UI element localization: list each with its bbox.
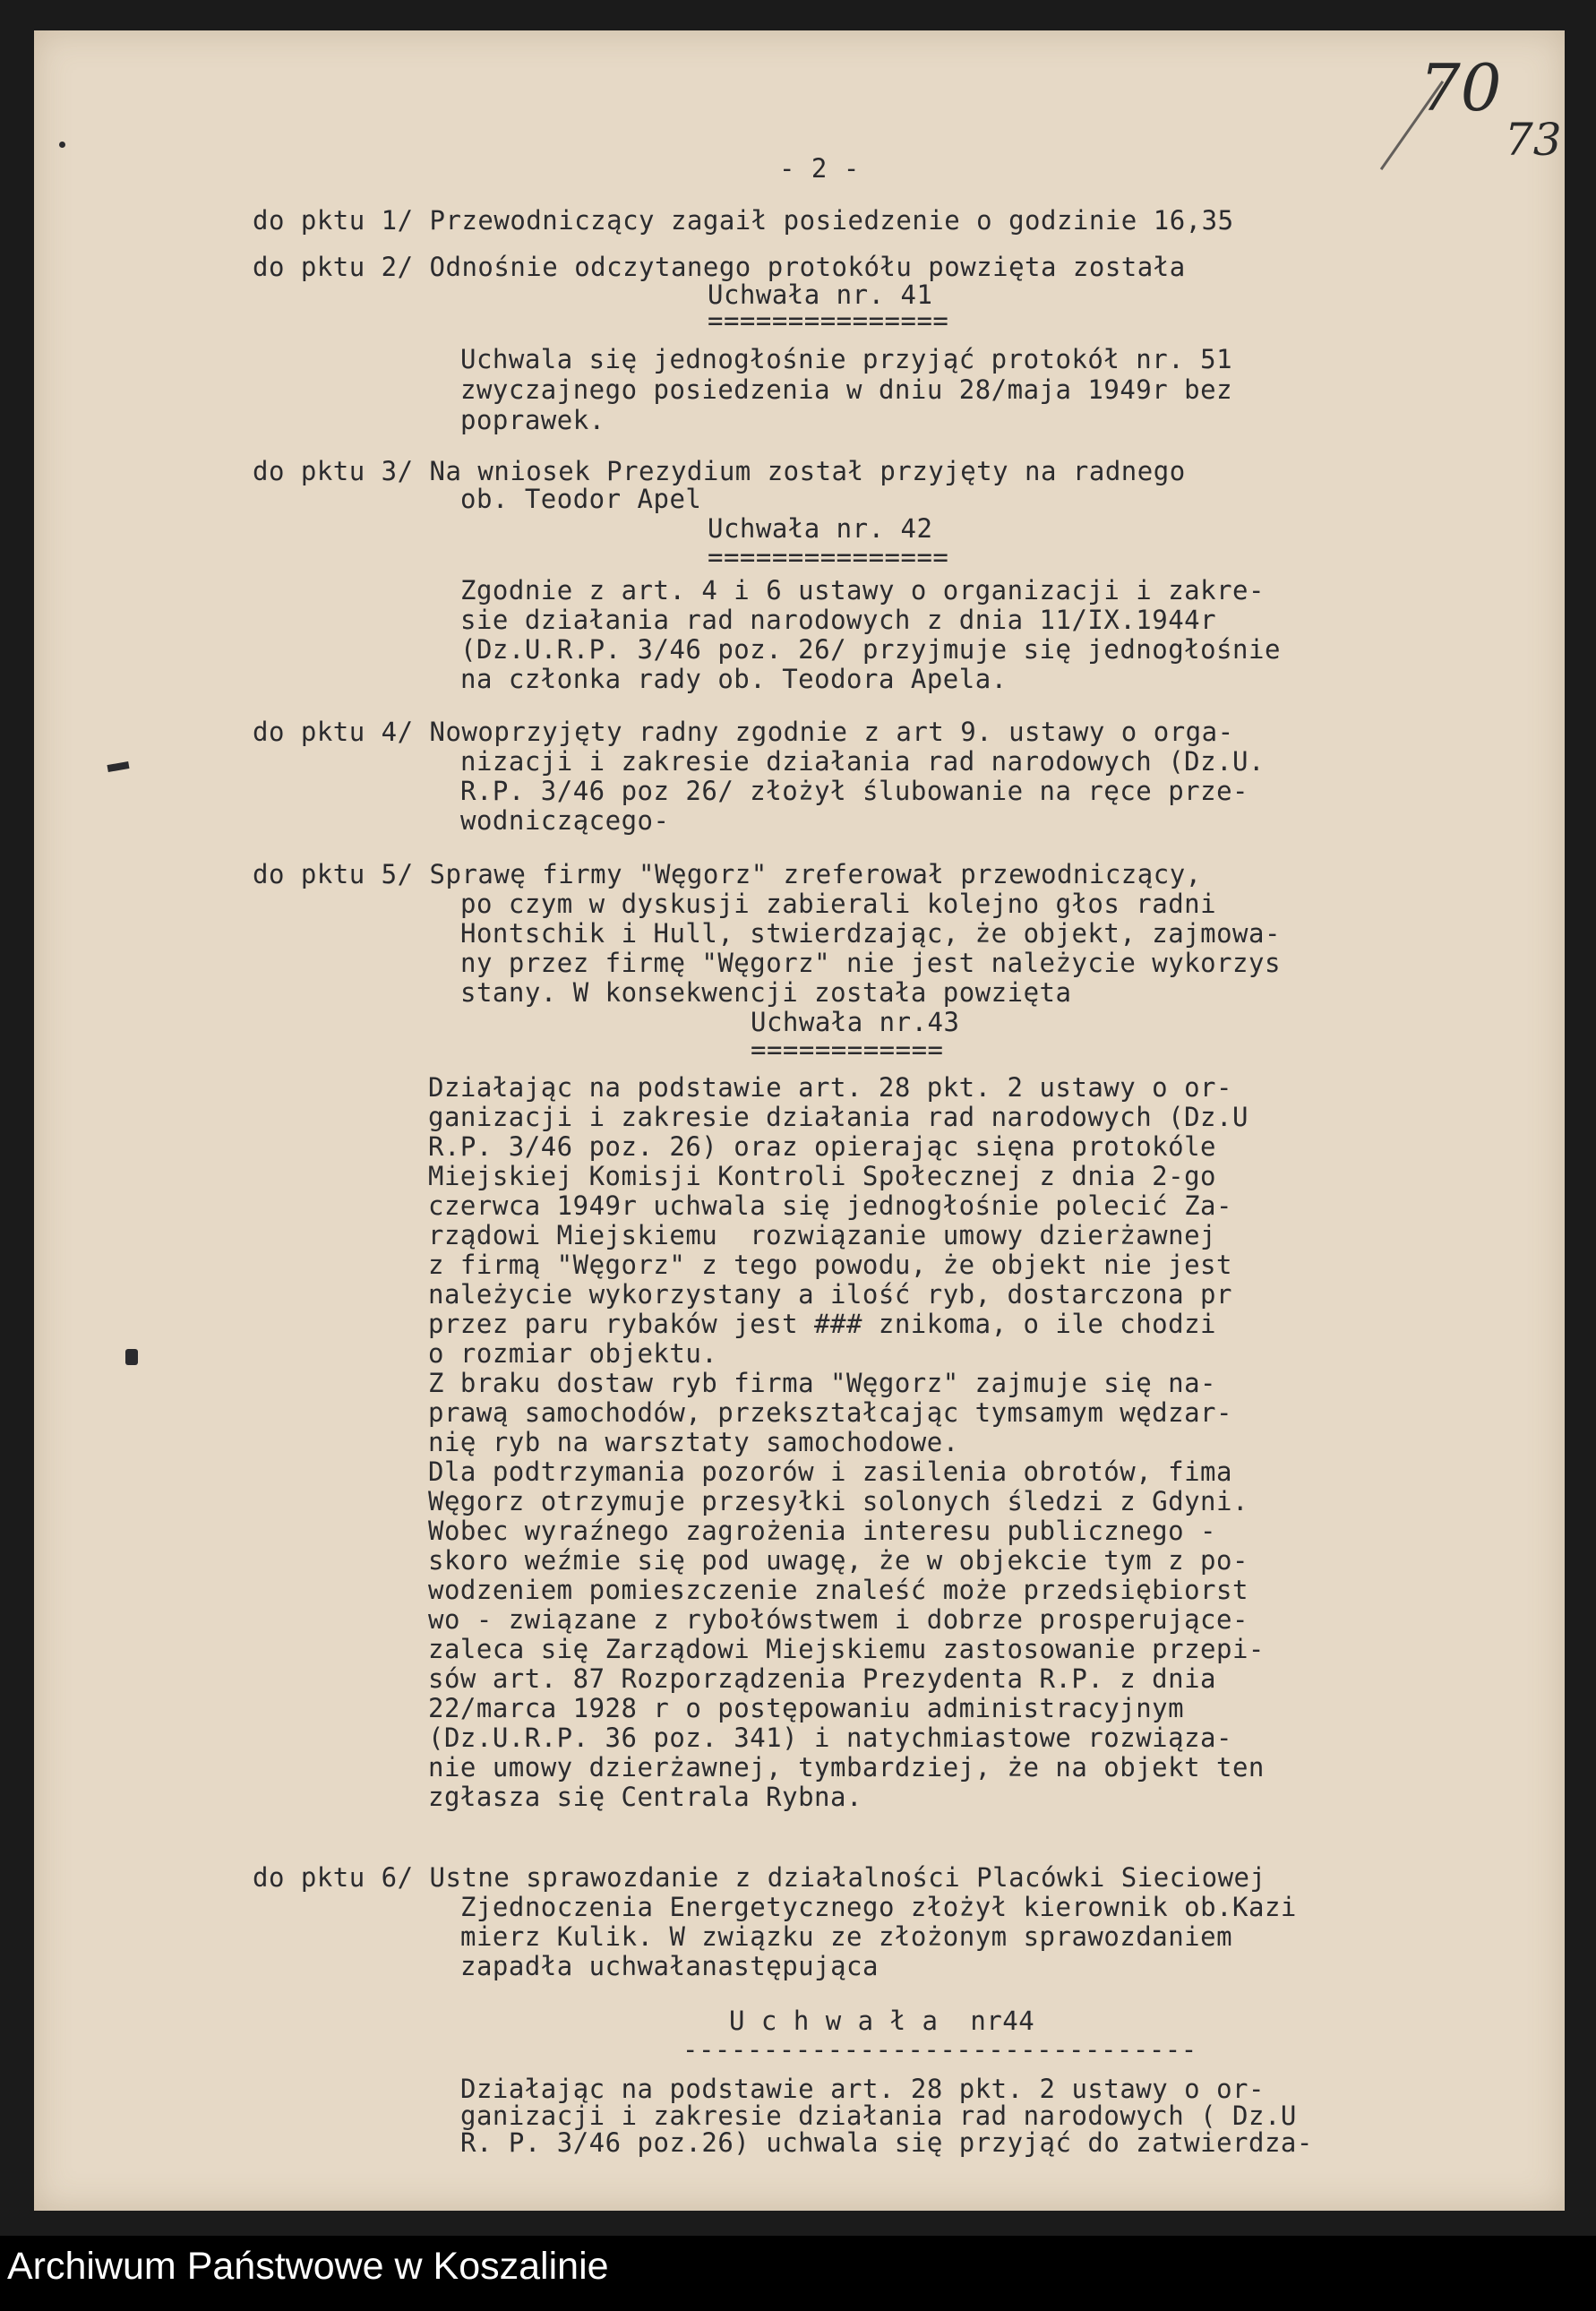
doc-line: zgłasza się Centrala Rybna. — [428, 1782, 862, 1812]
doc-line: do pktu 6/ Ustne sprawozdanie z działalności Placówki Sieciowej — [253, 1862, 1266, 1893]
archive-caption: Archiwum Państwowe w Koszalinie — [7, 2245, 609, 2288]
doc-line: R.P. 3/46 poz 26/ złożył ślubowanie na ręce prze- — [460, 776, 1249, 806]
doc-line: sów art. 87 Rozporządzenia Prezydenta R.P. z dnia — [428, 1663, 1217, 1694]
page-header: - 2 - — [779, 153, 860, 184]
doc-line: do pktu 1/ Przewodniczący zagaił posiedzenie o godzinie 16,35 — [253, 205, 1234, 236]
doc-line: po czym w dyskusji zabierali kolejno głos radni — [460, 889, 1217, 919]
doc-line: do pktu 4/ Nowoprzyjęty radny zgodnie z art 9. ustawy o orga- — [253, 717, 1234, 747]
doc-line: do pktu 3/ Na wniosek Prezydium został przyjęty na radnego — [253, 456, 1186, 486]
doc-line: poprawek. — [460, 405, 605, 435]
handwritten-page-suffix: 73 — [1505, 114, 1562, 166]
margin-ink-mark — [59, 142, 65, 148]
doc-line: zwyczajnego posiedzenia w dniu 28/maja 1949r bez — [460, 374, 1233, 405]
doc-line: skoro weźmie się pod uwagę, że w objekcie tym z po- — [428, 1545, 1248, 1576]
doc-line: sie działania rad narodowych z dnia 11/IX.1944r — [460, 605, 1217, 635]
doc-line: (Dz.U.R.P. 3/46 poz. 26/ przyjmuje się jednogłośnie — [460, 634, 1281, 665]
doc-line: (Dz.U.R.P. 36 poz. 341) i natychmiastowe rozwiąza- — [428, 1723, 1232, 1753]
doc-line: ganizacji i zakresie działania rad narodowych ( Dz.U — [460, 2101, 1297, 2131]
doc-line: ganizacji i zakresie działania rad narodowych (Dz.U — [428, 1102, 1248, 1132]
doc-line: Z braku dostaw ryb firma "Węgorz" zajmuje się na- — [428, 1368, 1217, 1398]
doc-line: rządowi Miejskiemu rozwiązanie umowy dzierżawnej — [428, 1220, 1217, 1250]
doc-line: do pktu 2/ Odnośnie odczytanego protokółu powzięta została — [253, 252, 1186, 282]
doc-line: R. P. 3/46 poz.26) uchwala się przyjąć do zatwierdza- — [460, 2127, 1313, 2158]
doc-line: zaleca się Zarządowi Miejskiemu zastosowanie przepi- — [428, 1634, 1265, 1664]
heading-underline: -------------------------------- — [682, 2034, 1197, 2065]
doc-line: do pktu 5/ Sprawę firmy "Węgorz" zreferował przewodniczący, — [253, 859, 1202, 889]
heading-underline: =============== — [708, 305, 949, 336]
doc-line: R.P. 3/46 poz. 26) oraz opierając sięna protokóle — [428, 1131, 1217, 1162]
doc-line: Wobec wyraźnego zagrożenia interesu publicznego - — [428, 1516, 1217, 1546]
doc-line: stany. W konsekwencji została powzięta — [460, 977, 1072, 1008]
resolution-heading: Uchwała nr. 42 — [708, 513, 933, 544]
resolution-heading: U c h w a ł a nr44 — [729, 2006, 1035, 2036]
doc-line: prawą samochodów, przekształcając tymsamym wędzar- — [428, 1397, 1232, 1428]
doc-line: o rozmiar objektu. — [428, 1338, 718, 1369]
margin-ink-mark — [125, 1349, 138, 1365]
doc-line: wo - związane z rybołówstwem i dobrze prosperujące- — [428, 1604, 1248, 1635]
doc-line: Dla podtrzymania pozorów i zasilenia obrotów, fima — [428, 1456, 1232, 1487]
doc-line: Hontschik i Hull, stwierdzając, że objekt, zajmowa- — [460, 918, 1281, 949]
doc-line: wodzeniem pomieszczenie znaleść może przedsiębiorst — [428, 1575, 1248, 1605]
doc-line: przez paru rybaków jest ### znikoma, o ile chodzi — [428, 1309, 1217, 1339]
doc-line: Zgodnie z art. 4 i 6 ustawy o organizacji i zakre- — [460, 575, 1265, 606]
doc-line: zapadła uchwałanastępująca — [460, 1951, 879, 1981]
doc-line: nie umowy dzierżawnej, tymbardziej, że na objekt ten — [428, 1752, 1265, 1783]
doc-line: Miejskiej Komisji Kontroli Społecznej z dnia 2-go — [428, 1161, 1217, 1191]
doc-line: ny przez firmę "Węgorz" nie jest należycie wykorzys — [460, 948, 1281, 978]
doc-line: nię ryb na warsztaty samochodowe. — [428, 1427, 959, 1457]
doc-line: Uchwala się jednogłośnie przyjąć protokół nr. 51 — [460, 344, 1233, 374]
doc-line: na członka rady ob. Teodora Apela. — [460, 664, 1008, 694]
doc-line: ob. Teodor Apel — [460, 484, 702, 514]
heading-underline: ============ — [751, 1035, 944, 1065]
doc-line: należycie wykorzystany a ilość ryb, dostarczona pr — [428, 1279, 1232, 1310]
resolution-heading: Uchwała nr. 41 — [708, 279, 933, 310]
doc-line: z firmą "Węgorz" z tego powodu, że objekt nie jest — [428, 1250, 1232, 1280]
doc-line: Działając na podstawie art. 28 pkt. 2 ustawy o or- — [460, 2074, 1265, 2104]
resolution-heading: Uchwała nr.43 — [751, 1007, 960, 1037]
handwritten-page-number: 70 — [1420, 50, 1502, 125]
heading-underline: =============== — [708, 542, 949, 572]
doc-line: Zjednoczenia Energetycznego złożył kierownik ob.Kazi — [460, 1892, 1297, 1922]
doc-line: Węgorz otrzymuje przesyłki solonych śledzi z Gdyni. — [428, 1486, 1248, 1516]
doc-line: Działając na podstawie art. 28 pkt. 2 ustawy o or- — [428, 1072, 1232, 1103]
doc-line: nizacji i zakresie działania rad narodowych (Dz.U. — [460, 746, 1265, 777]
doc-line: 22/marca 1928 r o postępowaniu administracyjnym — [428, 1693, 1185, 1723]
doc-line: czerwca 1949r uchwala się jednogłośnie polecić Za- — [428, 1190, 1232, 1221]
doc-line: mierz Kulik. W związku ze złożonym sprawozdaniem — [460, 1921, 1233, 1952]
doc-line: wodniczącego- — [460, 805, 670, 836]
